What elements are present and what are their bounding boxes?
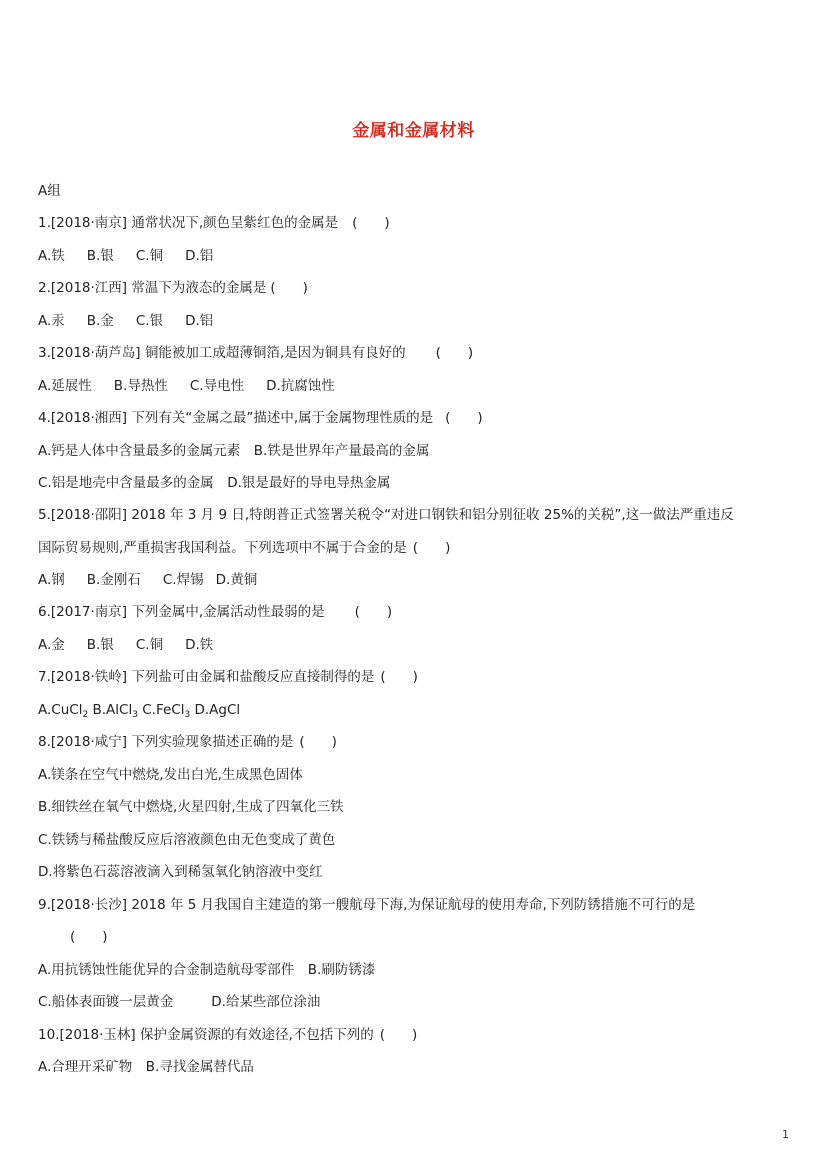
- option-b: B.金刚石: [86, 572, 141, 588]
- option-d: D.铝: [185, 313, 214, 329]
- question-3-options: [38, 376, 335, 396]
- option-a: A.CuCl$_2$: [38, 702, 89, 720]
- option-b: B.导热性: [113, 378, 168, 394]
- option-c: C.铁锈与稀盐酸反应后溶液颜色由无色变成了黄色: [38, 832, 336, 848]
- option-c: C.铜: [135, 637, 164, 653]
- page-title: 金属和金属材料: [352, 121, 475, 141]
- question-stem: 3.[2018·葫芦岛] 铜能被加工成超薄铜箔,是因为铜具有良好的: [38, 345, 406, 361]
- option-d: D.将紫色石蕊溶液滴入到稀氢氧化钠溶液中变红: [38, 864, 323, 880]
- option-d: D.铝: [185, 248, 214, 264]
- question-10-options: A.合理开采矿物 B.寻找金属替代品: [38, 1059, 254, 1075]
- option-c: C.导电性: [189, 378, 245, 394]
- question-9-stem: 9.[2018·长沙] 2018 年 5 月我国自主建造的第一艘航母下海,为保证航母的使用寿命,下列防锈措施不可行的是: [38, 897, 696, 913]
- option-a: A.汞: [38, 313, 65, 329]
- answer-blank: ( ): [70, 929, 108, 945]
- option-a: A.延展性: [38, 378, 92, 394]
- option-b: B.细铁丝在氧气中燃烧,火星四射,生成了四氧化三铁: [38, 799, 344, 815]
- question-7-options: [38, 700, 240, 725]
- option-d: D.黄铜: [215, 572, 258, 588]
- option-c: C.铜: [135, 248, 164, 264]
- option-b: B.AlCl$_3$: [92, 702, 138, 720]
- question-stem: 10.[2018·玉林] 保护金属资源的有效途径,不包括下列的: [38, 1027, 374, 1043]
- option-a: A.铁: [38, 248, 65, 264]
- option-a: A.镁条在空气中燃烧,发出白光,生成黑色固体: [38, 767, 303, 783]
- question-1-options: [38, 246, 213, 266]
- option-c: C.船体表面镀一层黄金: [38, 994, 174, 1010]
- answer-blank: ( ): [412, 540, 451, 556]
- question-4: [38, 408, 483, 428]
- answer-blank: ( ): [445, 410, 483, 426]
- question-3: [38, 343, 473, 363]
- option-b: B.金: [86, 313, 114, 329]
- question-10: [38, 1025, 417, 1045]
- question-9-options-cd: [38, 992, 320, 1012]
- question-9-options-ab: A.用抗锈蚀性能优异的合金制造航母零部件 B.刷防锈漆: [38, 962, 376, 978]
- page-number: 1: [782, 1128, 789, 1141]
- question-stem: 国际贸易规则,严重损害我国利益。下列选项中不属于合金的是: [38, 540, 407, 556]
- question-8: [38, 732, 337, 752]
- answer-blank: ( ): [380, 669, 418, 685]
- question-4-options-cd: C.铝是地壳中含量最多的金属 D.银是最好的导电导热金属: [38, 475, 391, 491]
- answer-blank: ( ): [352, 215, 390, 231]
- question-stem: 2.[2018·江西] 常温下为液态的金属是: [38, 280, 267, 296]
- question-7: [38, 667, 418, 687]
- question-4-options-ab: A.钙是人体中含量最多的金属元素 B.铁是世界年产量最高的金属: [38, 443, 430, 459]
- question-stem: 8.[2018·咸宁] 下列实验现象描述正确的是: [38, 734, 294, 750]
- question-2: [38, 278, 308, 298]
- option-d: D.抗腐蚀性: [266, 378, 335, 394]
- question-6: [38, 602, 392, 622]
- option-b: B.银: [86, 637, 114, 653]
- answer-blank: ( ): [354, 604, 393, 620]
- option-d: D.铁: [185, 637, 214, 653]
- answer-blank: ( ): [299, 734, 337, 750]
- option-c: C.FeCl$_3$: [142, 702, 191, 720]
- question-2-options: [38, 311, 213, 331]
- answer-blank: ( ): [435, 345, 474, 361]
- question-5-options: [38, 570, 257, 590]
- question-5-line-1: 5.[2018·邵阳] 2018 年 3 月 9 日,特朗普正式签署关税令“对进口钢铁和铝分别征收 25%的关税”,这一做法严重违反: [38, 507, 734, 523]
- answer-blank: ( ): [379, 1027, 418, 1043]
- question-6-options: [38, 635, 213, 655]
- question-5-line-2: [38, 538, 450, 558]
- option-d: D.给某些部位涂油: [211, 994, 321, 1010]
- option-d: D.AgCl: [194, 702, 241, 718]
- option-c: C.银: [135, 313, 164, 329]
- group-heading: A组: [38, 183, 61, 199]
- option-b: B.银: [86, 248, 114, 264]
- answer-blank: ( ): [270, 280, 308, 296]
- question-stem: 7.[2018·铁岭] 下列盐可由金属和盐酸反应直接制得的是: [38, 669, 375, 685]
- question-1: [38, 213, 390, 233]
- option-a: A.金: [38, 637, 65, 653]
- question-stem: 1.[2018·南京] 通常状况下,颜色呈紫红色的金属是: [38, 215, 339, 231]
- option-a: A.钢: [38, 572, 65, 588]
- question-stem: 6.[2017·南京] 下列金属中,金属活动性最弱的是: [38, 604, 325, 620]
- option-c: C.焊锡: [162, 572, 204, 588]
- question-stem: 4.[2018·湘西] 下列有关“金属之最”描述中,属于金属物理性质的是: [38, 410, 434, 426]
